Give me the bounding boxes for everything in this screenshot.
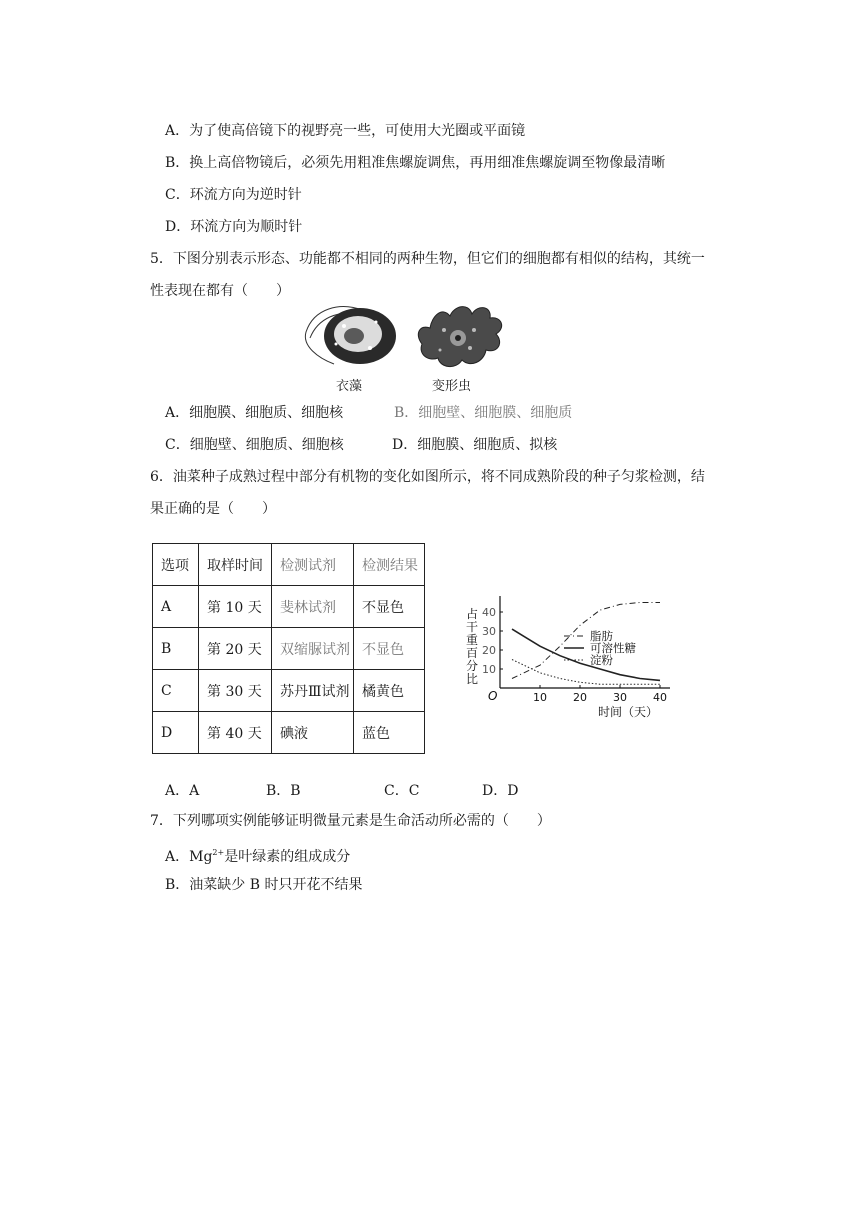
x-tick-label: 20 [573,691,587,704]
y-axis-label-char: 干 [465,620,479,634]
x-axis-label: 时间（天） [597,705,659,719]
q4-option-a: A．为了使高倍镜下的视野亮一些，可使用大光圈或平面镜 [165,123,526,139]
table-cell: 第 20 天 [199,628,272,670]
y-axis-label [466,606,478,686]
table-cell: 橘黄色 [354,670,425,712]
table-cell: D [153,712,199,754]
table-row [153,670,425,712]
q4-option-b: B．换上高倍物镜后，必须先用粗准焦螺旋调焦，再用细准焦螺旋调至物像最清晰 [165,155,666,171]
q6-answer-c: C．C [384,783,420,799]
table-row [153,712,425,754]
q5-option-d: D．细胞膜、细胞质、拟核 [392,437,558,453]
q6-answer-b: B．B [266,783,301,799]
table-header-cell: 选项 [153,544,199,586]
q7-option-a-prefix: A．Mg [165,849,213,865]
table-cell: 第 40 天 [199,712,272,754]
table-cell: 蓝色 [354,712,425,754]
q7-option-a-suffix: 是叶绿素的组成成分 [224,849,351,865]
chlamydomonas-illustration [300,298,412,372]
q6-stem-line1: 6．油菜种子成熟过程中部分有机物的变化如图所示，将不同成熟阶段的种子匀浆检测，结 [150,469,705,485]
q4-option-d: D．环流方向为顺时针 [165,219,303,235]
table-header-cell: 取样时间 [199,544,272,586]
q5-option-a: A．细胞膜、细胞质、细胞核 [165,405,344,421]
table-row [153,628,425,670]
q5-option-c: C．细胞壁、细胞质、细胞核 [165,437,344,453]
table-cell: C [153,670,199,712]
q7-option-b: B．油菜缺少 B 时只开花不结果 [165,877,363,893]
table-cell: 不显色 [354,586,425,628]
q4-option-c: C．环流方向为逆时针 [165,187,302,203]
q6-stem-line2: 果正确的是（ ） [150,501,276,517]
caption-amoeba: 变形虫 [432,379,472,394]
y-tick-label: 10 [482,663,496,676]
q6-answer-d: D．D [482,783,519,799]
y-tick-label: 30 [482,625,496,638]
table-row [153,586,425,628]
y-tick-label: 20 [482,644,496,657]
q7-stem: 7．下列哪项实例能够证明微量元素是生命活动所必需的（ ） [150,813,551,829]
amoeba-illustration [410,300,510,372]
q6-option-table [152,543,425,754]
q7-option-a-superscript: 2+ [212,848,225,857]
legend-label: 脂肪 [590,629,613,643]
table-cell: B [153,628,199,670]
x-tick-label: 30 [613,691,627,704]
legend-label: 可溶性糖 [590,641,636,655]
table-cell: 双缩脲试剂 [272,628,354,670]
legend-label: 淀粉 [590,653,613,667]
x-tick-label: 40 [653,691,667,704]
table-cell: 不显色 [354,628,425,670]
table-cell: 第 10 天 [199,586,272,628]
table-header-row [153,544,425,586]
origin-label: O [488,689,498,703]
q5-option-b: B．细胞壁、细胞膜、细胞质 [394,405,573,421]
table-cell: 苏丹Ⅲ试剂 [272,670,354,712]
q5-stem-line1: 5．下图分别表示形态、功能都不相同的两种生物，但它们的细胞都有相似的结构，其统一 [150,251,705,267]
table-cell: 第 30 天 [199,670,272,712]
q6-answer-a: A．A [165,783,200,799]
y-axis-label-char: 重 [465,633,479,647]
y-axis-label-char: 占 [465,607,479,621]
y-tick-label: 40 [482,606,496,619]
series-line [512,660,660,685]
series-line [512,629,660,680]
x-tick-label: 10 [533,691,547,704]
table-cell: 斐林试剂 [272,586,354,628]
q7-option-a [165,844,350,866]
y-axis-label-char: 分 [465,659,479,673]
caption-chlamydomonas: 衣藻 [336,379,363,394]
table-cell: A [153,586,199,628]
q5-stem-line2: 性表现在都有（ ） [150,283,290,299]
y-axis-label-char: 百 [465,646,479,660]
table-header-cell: 检测结果 [354,544,425,586]
table-cell: 碘液 [272,712,354,754]
organic-matter-chart [460,596,670,726]
table-header-cell: 检测试剂 [272,544,354,586]
y-axis-label-char: 比 [465,672,479,686]
series-line [512,603,660,679]
